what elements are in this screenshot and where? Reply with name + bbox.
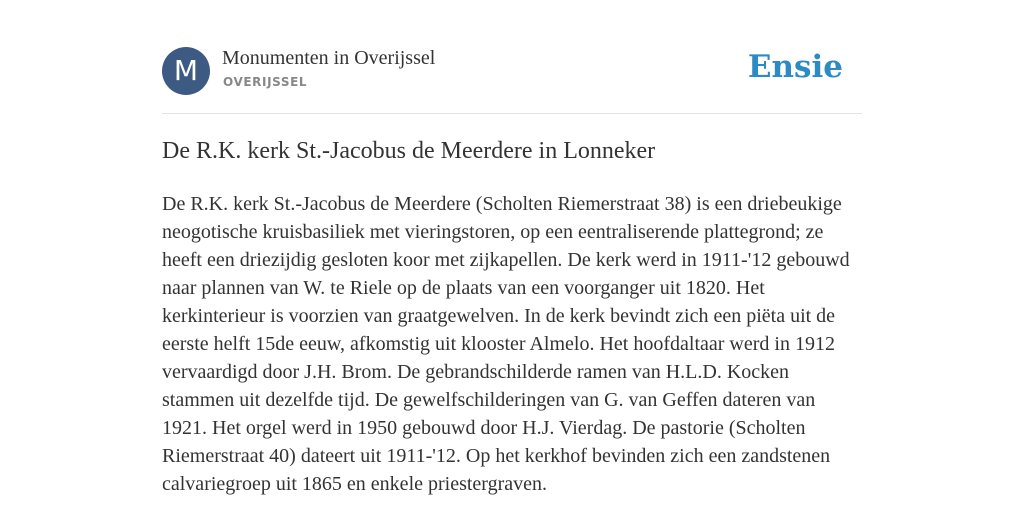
article-title: De R.K. kerk St.-Jacobus de Meerdere in Lonneker — [162, 138, 656, 164]
region-label[interactable]: OVERIJSSEL — [223, 75, 308, 89]
avatar[interactable]: M — [162, 47, 210, 95]
collection-title[interactable]: Monumenten in Overijssel — [222, 47, 436, 69]
ensie-logo[interactable]: Ensie — [747, 49, 843, 85]
article-body: De R.K. kerk St.-Jacobus de Meerdere (Scholten Riemerstraat 38) is een driebeukige neogotische kruisbasiliek met vieringstoren, op een eentraliserende plattegrond; ze heeft een driezijdig gesloten koor met zijkapellen. De kerk werd in 1911-'12 gebouwd naar plannen van W. te Riele op de plaats van een voorganger uit 1820. Het kerkinterieur is voorzien van graatgewelven. In de kerk bevindt zich een piëta uit de eerste helft 15de eeuw, afkomstig uit klooster Almelo. Het hoofdaltaar werd in 1912 vervaardigd door J.H. Brom. De gebrandschilderde ramen van H.L.D. Kocken stammen uit dezelfde tijd. De gewelfschilderingen van G. van Geffen dateren van 1921. Het orgel werd in 1950 gebouwd door H.J. Vierdag. De pastorie (Scholten Riemerstraat 40) dateert uit 1911-'12. Op het kerkhof bevinden zich een zandstenen calvariegroep uit 1865 en enkele priestergraven. — [162, 193, 850, 495]
header — [162, 47, 862, 95]
divider — [162, 113, 862, 114]
